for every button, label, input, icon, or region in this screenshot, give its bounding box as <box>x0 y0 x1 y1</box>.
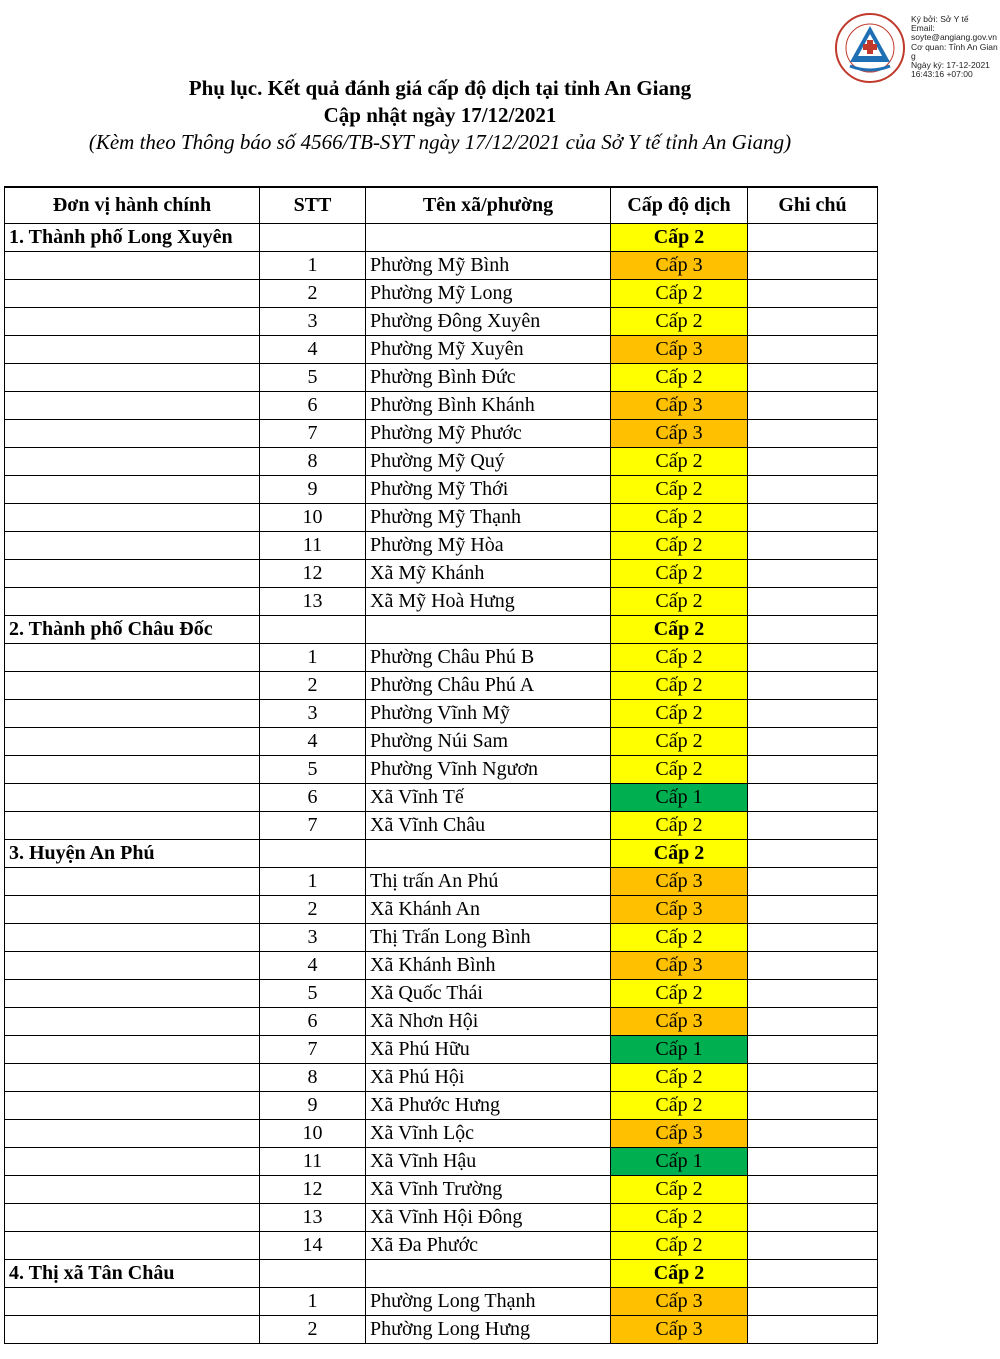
unit-cell <box>5 531 260 559</box>
note-cell <box>748 1063 878 1091</box>
table-row <box>5 895 878 923</box>
table-row <box>5 811 878 839</box>
unit-cell <box>5 391 260 419</box>
epidemic-level: Cấp 2 <box>611 671 748 699</box>
note-cell <box>748 503 878 531</box>
stt-cell: 9 <box>260 475 366 503</box>
unit-cell <box>5 335 260 363</box>
epidemic-level: Cấp 2 <box>611 979 748 1007</box>
unit-cell <box>5 307 260 335</box>
district-level: Cấp 2 <box>611 839 748 867</box>
epidemic-level: Cấp 2 <box>611 363 748 391</box>
commune-name: Phường Vĩnh Mỹ <box>366 699 611 727</box>
epidemic-level: Cấp 1 <box>611 1035 748 1063</box>
table-row <box>5 1315 878 1343</box>
commune-name: Xã Vĩnh Lộc <box>366 1119 611 1147</box>
note-cell <box>748 1231 878 1259</box>
commune-name: Phường Châu Phú B <box>366 643 611 671</box>
unit-cell <box>5 1203 260 1231</box>
unit-cell <box>5 1147 260 1175</box>
epidemic-level: Cấp 3 <box>611 951 748 979</box>
note-cell <box>748 279 878 307</box>
epidemic-level: Cấp 2 <box>611 1231 748 1259</box>
commune-name: Phường Mỹ Phước <box>366 419 611 447</box>
stt-cell: 11 <box>260 531 366 559</box>
commune-name: Phường Đông Xuyên <box>366 307 611 335</box>
district-note <box>748 615 878 643</box>
update-date: Cập nhật ngày 17/12/2021 <box>323 103 557 127</box>
stt-cell: 7 <box>260 419 366 447</box>
stt-cell: 1 <box>260 643 366 671</box>
table-row <box>5 671 878 699</box>
commune-name: Phường Châu Phú A <box>366 671 611 699</box>
commune-name: Phường Mỹ Hòa <box>366 531 611 559</box>
table-row <box>5 1063 878 1091</box>
commune-name: Phường Bình Khánh <box>366 391 611 419</box>
table-row <box>5 699 878 727</box>
note-cell <box>748 643 878 671</box>
epidemic-level: Cấp 3 <box>611 335 748 363</box>
stt-cell: 10 <box>260 1119 366 1147</box>
unit-cell <box>5 1175 260 1203</box>
epidemic-level: Cấp 2 <box>611 1063 748 1091</box>
stt-cell: 7 <box>260 811 366 839</box>
note-cell <box>748 979 878 1007</box>
stt-cell: 3 <box>260 699 366 727</box>
commune-name: Xã Đa Phước <box>366 1231 611 1259</box>
epidemic-level: Cấp 2 <box>611 279 748 307</box>
table-row <box>5 783 878 811</box>
commune-name: Phường Vĩnh Ngươn <box>366 755 611 783</box>
col-header-name: Tên xã/phường <box>366 187 611 223</box>
note-cell <box>748 1315 878 1343</box>
note-cell <box>748 867 878 895</box>
stt-cell: 5 <box>260 979 366 1007</box>
table-row <box>5 979 878 1007</box>
unit-cell <box>5 923 260 951</box>
unit-cell <box>5 811 260 839</box>
stt-cell: 4 <box>260 727 366 755</box>
commune-name: Xã Phú Hội <box>366 1063 611 1091</box>
table-row <box>5 587 878 615</box>
epidemic-level: Cấp 2 <box>611 755 748 783</box>
table-row <box>5 951 878 979</box>
note-cell <box>748 1091 878 1119</box>
note-cell <box>748 559 878 587</box>
stt-cell: 4 <box>260 951 366 979</box>
commune-name: Phường Mỹ Xuyên <box>366 335 611 363</box>
note-cell <box>748 1035 878 1063</box>
epidemic-level: Cấp 2 <box>611 531 748 559</box>
commune-name: Xã Vĩnh Châu <box>366 811 611 839</box>
stt-cell: 5 <box>260 363 366 391</box>
table-header-row <box>5 187 878 223</box>
note-cell <box>748 1203 878 1231</box>
commune-name: Phường Long Thạnh <box>366 1287 611 1315</box>
district-commune <box>366 839 611 867</box>
epidemic-level: Cấp 3 <box>611 1315 748 1343</box>
table-row <box>5 1287 878 1315</box>
stt-cell: 6 <box>260 391 366 419</box>
unit-cell <box>5 1315 260 1343</box>
document-title: Phụ lục. Kết quả đánh giá cấp độ dịch tại tỉnh An Giang <box>188 76 692 100</box>
note-cell <box>748 895 878 923</box>
table-row <box>5 1175 878 1203</box>
epidemic-level: Cấp 2 <box>611 699 748 727</box>
table-row <box>5 307 878 335</box>
epidemic-level: Cấp 2 <box>611 447 748 475</box>
note-cell <box>748 363 878 391</box>
epidemic-level: Cấp 2 <box>611 307 748 335</box>
stt-cell: 13 <box>260 1203 366 1231</box>
unit-cell <box>5 783 260 811</box>
note-cell <box>748 587 878 615</box>
commune-name: Phường Mỹ Thạnh <box>366 503 611 531</box>
table-row <box>5 279 878 307</box>
note-cell <box>748 923 878 951</box>
stt-cell: 3 <box>260 923 366 951</box>
table-row <box>5 335 878 363</box>
note-cell <box>748 1147 878 1175</box>
stt-cell: 2 <box>260 671 366 699</box>
district-level: Cấp 2 <box>611 1259 748 1287</box>
stt-cell: 3 <box>260 307 366 335</box>
district-row <box>5 223 878 251</box>
stt-cell: 12 <box>260 559 366 587</box>
unit-cell <box>5 1231 260 1259</box>
district-note <box>748 223 878 251</box>
unit-cell <box>5 671 260 699</box>
district-row <box>5 839 878 867</box>
table-row <box>5 531 878 559</box>
table-row <box>5 419 878 447</box>
table-row <box>5 559 878 587</box>
unit-cell <box>5 447 260 475</box>
note-cell <box>748 335 878 363</box>
table-row <box>5 391 878 419</box>
epidemic-level: Cấp 2 <box>611 923 748 951</box>
district-row <box>5 615 878 643</box>
unit-cell <box>5 643 260 671</box>
unit-cell <box>5 979 260 1007</box>
epidemic-level: Cấp 3 <box>611 391 748 419</box>
epidemic-level: Cấp 2 <box>611 559 748 587</box>
unit-cell <box>5 1063 260 1091</box>
col-header-note: Ghi chú <box>748 187 878 223</box>
unit-cell <box>5 363 260 391</box>
epidemic-level: Cấp 2 <box>611 811 748 839</box>
table-row <box>5 1035 878 1063</box>
col-header-stt: STT <box>260 187 366 223</box>
district-stt <box>260 839 366 867</box>
stt-cell: 10 <box>260 503 366 531</box>
commune-name: Phường Núi Sam <box>366 727 611 755</box>
district-note <box>748 839 878 867</box>
note-cell <box>748 531 878 559</box>
commune-name: Xã Vĩnh Hội Đông <box>366 1203 611 1231</box>
commune-name: Phường Mỹ Thới <box>366 475 611 503</box>
table-body <box>5 223 878 1343</box>
table-row <box>5 727 878 755</box>
table-row <box>5 867 878 895</box>
note-cell <box>748 727 878 755</box>
note-cell <box>748 447 878 475</box>
commune-name: Xã Vĩnh Hậu <box>366 1147 611 1175</box>
district-level: Cấp 2 <box>611 223 748 251</box>
note-cell <box>748 307 878 335</box>
stt-cell: 1 <box>260 867 366 895</box>
note-cell <box>748 755 878 783</box>
epidemic-level: Cấp 2 <box>611 1091 748 1119</box>
note-cell <box>748 251 878 279</box>
epidemic-level: Cấp 3 <box>611 251 748 279</box>
district-level: Cấp 2 <box>611 615 748 643</box>
stt-cell: 9 <box>260 1091 366 1119</box>
district-commune <box>366 223 611 251</box>
unit-cell <box>5 867 260 895</box>
commune-name: Xã Mỹ Khánh <box>366 559 611 587</box>
epidemic-level: Cấp 2 <box>611 1203 748 1231</box>
note-cell <box>748 1175 878 1203</box>
unit-cell <box>5 1035 260 1063</box>
epidemic-level: Cấp 2 <box>611 727 748 755</box>
unit-cell <box>5 503 260 531</box>
note-cell <box>748 783 878 811</box>
note-cell <box>748 699 878 727</box>
unit-cell <box>5 587 260 615</box>
unit-cell <box>5 727 260 755</box>
unit-cell <box>5 755 260 783</box>
stt-cell: 4 <box>260 335 366 363</box>
note-cell <box>748 419 878 447</box>
commune-name: Xã Khánh An <box>366 895 611 923</box>
epidemic-level: Cấp 3 <box>611 867 748 895</box>
table-row <box>5 1119 878 1147</box>
epidemic-level: Cấp 3 <box>611 1287 748 1315</box>
note-cell <box>748 951 878 979</box>
stt-cell: 14 <box>260 1231 366 1259</box>
epidemic-level: Cấp 2 <box>611 1175 748 1203</box>
note-cell <box>748 475 878 503</box>
table-row <box>5 251 878 279</box>
district-commune <box>366 1259 611 1287</box>
table-row <box>5 643 878 671</box>
commune-name: Phường Long Hưng <box>366 1315 611 1343</box>
stt-cell: 7 <box>260 1035 366 1063</box>
table-row <box>5 1007 878 1035</box>
stt-cell: 2 <box>260 895 366 923</box>
document-header <box>0 74 880 156</box>
unit-cell <box>5 699 260 727</box>
stt-cell: 8 <box>260 447 366 475</box>
commune-name: Thị Trấn Long Bình <box>366 923 611 951</box>
note-cell <box>748 391 878 419</box>
unit-cell <box>5 251 260 279</box>
stt-cell: 6 <box>260 1007 366 1035</box>
district-stt <box>260 1259 366 1287</box>
district-stt <box>260 615 366 643</box>
epidemic-level: Cấp 2 <box>611 475 748 503</box>
stt-cell: 1 <box>260 251 366 279</box>
epidemic-level-table <box>4 186 878 1344</box>
district-stt <box>260 223 366 251</box>
epidemic-level: Cấp 3 <box>611 419 748 447</box>
table-row <box>5 755 878 783</box>
district-commune <box>366 615 611 643</box>
stt-cell: 6 <box>260 783 366 811</box>
district-note <box>748 1259 878 1287</box>
epidemic-level: Cấp 3 <box>611 895 748 923</box>
note-cell <box>748 671 878 699</box>
district-row <box>5 1259 878 1287</box>
stt-cell: 11 <box>260 1147 366 1175</box>
commune-name: Xã Vĩnh Tế <box>366 783 611 811</box>
stt-cell: 13 <box>260 587 366 615</box>
epidemic-level: Cấp 2 <box>611 503 748 531</box>
district-name: 1. Thành phố Long Xuyên <box>5 223 260 251</box>
unit-cell <box>5 1007 260 1035</box>
unit-cell <box>5 1091 260 1119</box>
note-cell <box>748 811 878 839</box>
stt-cell: 8 <box>260 1063 366 1091</box>
district-name: 4. Thị xã Tân Châu <box>5 1259 260 1287</box>
reference-note: (Kèm theo Thông báo số 4566/TB-SYT ngày 17/12/2021 của Sở Y tế tỉnh An Giang) <box>88 130 792 154</box>
stt-cell: 5 <box>260 755 366 783</box>
table-row <box>5 1147 878 1175</box>
col-header-unit: Đơn vị hành chính <box>5 187 260 223</box>
stt-cell: 2 <box>260 1315 366 1343</box>
commune-name: Xã Nhơn Hội <box>366 1007 611 1035</box>
district-name: 3. Huyện An Phú <box>5 839 260 867</box>
stt-cell: 2 <box>260 279 366 307</box>
commune-name: Phường Mỹ Long <box>366 279 611 307</box>
table-row <box>5 1203 878 1231</box>
table-row <box>5 1091 878 1119</box>
note-cell <box>748 1119 878 1147</box>
epidemic-level: Cấp 3 <box>611 1007 748 1035</box>
commune-name: Phường Bình Đức <box>366 363 611 391</box>
commune-name: Phường Mỹ Bình <box>366 251 611 279</box>
col-header-level: Cấp độ dịch <box>611 187 748 223</box>
stt-cell: 1 <box>260 1287 366 1315</box>
unit-cell <box>5 279 260 307</box>
epidemic-level: Cấp 2 <box>611 643 748 671</box>
note-cell <box>748 1007 878 1035</box>
table-row <box>5 363 878 391</box>
unit-cell <box>5 1119 260 1147</box>
table-row <box>5 475 878 503</box>
unit-cell <box>5 559 260 587</box>
commune-name: Xã Quốc Thái <box>366 979 611 1007</box>
table-row <box>5 503 878 531</box>
commune-name: Xã Vĩnh Trường <box>366 1175 611 1203</box>
epidemic-level: Cấp 1 <box>611 783 748 811</box>
unit-cell <box>5 895 260 923</box>
stt-cell: 12 <box>260 1175 366 1203</box>
note-cell <box>748 1287 878 1315</box>
table-row <box>5 1231 878 1259</box>
commune-name: Xã Mỹ Hoà Hưng <box>366 587 611 615</box>
epidemic-level: Cấp 2 <box>611 587 748 615</box>
unit-cell <box>5 1287 260 1315</box>
unit-cell <box>5 419 260 447</box>
commune-name: Xã Phú Hữu <box>366 1035 611 1063</box>
unit-cell <box>5 475 260 503</box>
digital-signature-info: Ký bởi: Sở Y tế Email: soyte@angiang.gov.vn Cơ quan: Tỉnh An Giang Ngày ký: 17-12-2021 16:43:16 +07:00 <box>911 14 998 80</box>
table-row <box>5 447 878 475</box>
commune-name: Xã Khánh Bình <box>366 951 611 979</box>
commune-name: Phường Mỹ Quý <box>366 447 611 475</box>
commune-name: Xã Phước Hưng <box>366 1091 611 1119</box>
district-name: 2. Thành phố Châu Đốc <box>5 615 260 643</box>
commune-name: Thị trấn An Phú <box>366 867 611 895</box>
table-row <box>5 923 878 951</box>
epidemic-level: Cấp 3 <box>611 1119 748 1147</box>
unit-cell <box>5 951 260 979</box>
epidemic-level: Cấp 1 <box>611 1147 748 1175</box>
